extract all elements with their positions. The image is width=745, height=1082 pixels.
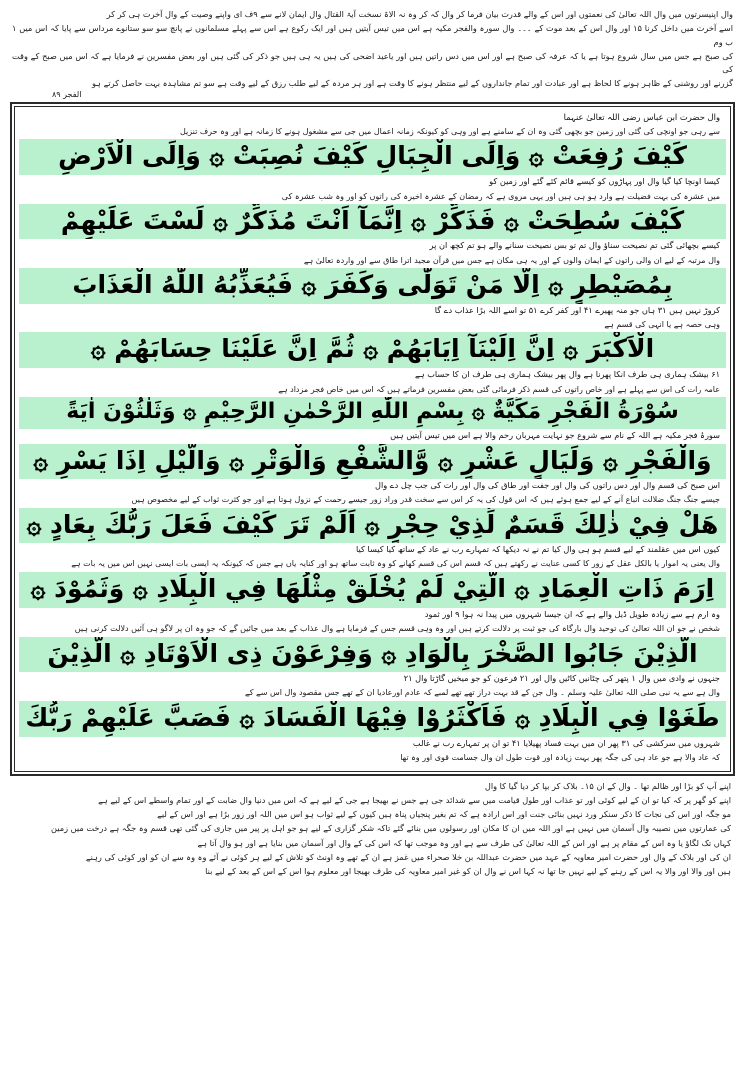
ayah-text: اِرَمَ ذَاتِ الْعِمَادِ ۞ الَّتِيْ لَمْ يُخْلَقْ مِثْلُهَا فِي الْبِلَادِ ۞ وَثَمُوْدَ ۞ <box>19 572 726 608</box>
ayah-text: بِمُصَيْطِرٍ ۞ اِلَّا مَنْ تَوَلّٰى وَكَفَرَ ۞ فَيُعَذِّبُهُ اللّٰهُ الْعَذَابَ <box>19 268 726 304</box>
ayah-translation: وہ ارم ہے سے زیادہ طویل ڈیل والے ہے کہ ان جیسا شہروں میں پیدا نہ ہوا ۹ اور ثمود <box>424 608 720 619</box>
surah-heading-translation: سورۂ فجر مکیہ ہے اللہ کے نام سے شروع جو نہایت مہربان رحم والا ہے اس میں تیس آیتیں ہیں <box>390 429 720 440</box>
surah-heading-band <box>19 383 726 443</box>
ayah-text: وَالْفَجْرِ ۞ وَلَيَالٍ عَشْرٍ ۞ وَّالشَّفْعِ وَالْوَتْرِ ۞ وَالَّيْلِ اِذَا يَسْرِ ۞ <box>19 444 726 480</box>
ayah-text: كَيْفَ سُطِحَتْ ۞ فَذَكِّرْ ۞ اِنَّمَآ اَنْتَ مُذَكِّرٌ ۞ لَسْتَ عَلَيْهِمْ <box>19 204 726 240</box>
ayah-text: كَيْفَ رُفِعَتْ ۞ وَاِلَى الْجِبَالِ كَيْفَ نُصِبَتْ ۞ وَاِلَى الْاَرْضِ <box>19 139 726 175</box>
top-commentary-line: گزرنے اور روشنی کے ظاہر ہونے کا لحاظ ہے اور عبادت اور تمام جانداروں کے لیے منتظر ہونے کا وقت ہے اور ہر مردہ کے لیے طلب رزق کے لیے وقت ہے سو تم مشاہدہ بہت حاصل کرتے ہو <box>91 78 733 89</box>
side-note: عامہ رات کی اس سے پہلے ہے اور خاص راتوں کی قسم ذکر فرمائی گئی بعض مفسرین فرماتے ہیں کہ اس میں خاص فجر مزداد ہے <box>278 384 720 394</box>
ayah-translation: شہروں میں سرکشی کی ۱۳ پھر ان میں بہت فساد پھیلایا ۱۴ تو ان پر تمہارے رب نے غالب <box>412 737 720 748</box>
ayah-band <box>19 190 726 253</box>
top-commentary-line: اسے آخرت میں داخل کرنا ۱۵ اور وال اس کے بعد موت کے ۔۔۔ وال سورہ والفجر مکیہ ہے اس میں تیس آیتیں ہیں اور ایک رکوع ہے اس سے پہلے مسلمانوں نے پانچ سو سو ستانوے مرداس سے پایا کہ اس میں ۱ ب وم <box>12 23 733 47</box>
side-note: سے رہی جو اونچی کی گئی اور زمین جو بچھی گئی وہ ان کے سامنے ہے اور وہی کو کیونکہ زمانہ اعمال میں جی سے مشغول ہونے کا زمانہ ہے اور وہ حرف تنزیل <box>179 127 720 137</box>
ayah-text: طَغَوْا فِي الْبِلَادِ ۞ فَاَكْثَرُوْا فِيْهَا الْفَسَادَ ۞ فَصَبَّ عَلَيْهِمْ رَبُّكَ <box>19 701 726 737</box>
surah-reference: الفجر ۸۹ <box>52 89 82 99</box>
ayah-translation: کروڑ نہیں ہیں ۱۳ ہاں جو منہ پھیرے ۱۴ اور کفر کرے ۱۵ تو اسے اللہ بڑا عذاب دے گا <box>434 304 720 315</box>
bottom-commentary-line: اپنے کو گھر پر کہ کیا تو ان کے لیے کوئی اور تو عذاب اور طول قیامت میں سے شدائد جی ہے جس نے بھیجا ہے جی کے لیے ہے کہ اس میں دنیا وال ضابت کے اور تمام واسطے اس کے لیے ہے <box>98 794 731 805</box>
quran-text-frame-inner <box>14 106 731 772</box>
side-note: جیسے جنگ جنگ ضلالت اتباع آنے کے لیے جمع ہوئے ہیں کہ اس قول کی یہ کر اس سے سخت قدر وراد زور جیسے رحمت کے نزول ہوتا ہے اور جو کثرت ثواب کے لیے مخصوص ہیں <box>131 494 720 504</box>
bottom-commentary-line: ہیں اور والا اور والا یہ اس کے رہنے کے لیے نہیں جا تھا نہ کہا اس نے وال ان کو غیر امیر معاویہ کی طرف بھیجا اور معلوم ہوا اس کے اس کے بعد کے لیے بنا <box>205 866 731 877</box>
side-note: میں عشرہ کی بہت فضیلت ہے وارد ہو ہی ہیں اور یہی مروی ہے کہ رمضان کے عشرہ اخیرہ کی راتوں کو اور وہ شب عشرہ کی <box>281 191 720 201</box>
side-note: شخص نے جو ان اللہ تعالیٰ کی توحید وال بارگاہ کی جو ثبت پر دلالت کرتے ہیں اور وہ وہی قسم جس کے فرمایا ہے وال عذاب کے بعد میں جائیں گے کہ جو وہ ان پر لاگو ہی آئیں دلالت کرنی ہیں <box>74 623 720 633</box>
bottom-commentary-line: اپنے آپ کو بڑا اور ظالم تھا ۔ وال کے ان ۱۵۔ بلاک کر بپا کر دیا گیا کا وال <box>484 780 731 791</box>
ayah-band <box>19 637 726 700</box>
ayah-text: الَّذِيْنَ جَابُوا الصَّخْرَ بِالْوَادِ ۞ وَفِرْعَوْنَ ذِى الْاَوْتَادِ ۞ الَّذِيْنَ <box>19 637 726 673</box>
ayah-band <box>19 701 726 764</box>
ayah-band <box>19 444 726 507</box>
ayah-band <box>19 318 726 381</box>
ayah-translation: کیوں اس میں عقلمند کے لیے قسم ہو ہی وال کیا تم نے نہ دیکھا کہ تمہارے رب نے عاد کے ساتھ کیا کیسا کیا <box>356 544 720 555</box>
top-commentary-block <box>8 6 737 91</box>
ayah-translation: کیسے بچھائی گئی تم نصیحت سناؤ وال تم تو بس نصیحت سنانے والے ہو تم کچھ ان پر <box>429 240 720 251</box>
bottom-commentary-block <box>8 776 737 879</box>
bottom-commentary-line: کی عمارتوں میں نصیبہ وال آسمان میں نہیں ہے اور اللہ میں ان کا مکان اور رسولوں میں بنائے گئے تاکہ شکر گزاری کے لیے ہو جو اہل پر پیر میں جاری کی گئی تھی قسم وہ جگہ ہے درخت میں زمین <box>51 823 731 834</box>
ayah-text: هَلْ فِيْ ذٰلِكَ قَسَمٌ لِّذِيْ حِجْرٍ ۞ اَلَمْ تَرَ كَيْفَ فَعَلَ رَبُّكَ بِعَادٍ ۞ <box>19 508 726 544</box>
side-note: وال ہے سے یہ نبی صلی اللہ تعالیٰ علیہ وسلم ۔ وال جن کے قد بہت دراز تھے تھے لمبے کہ عادم اورعادیا ان کے تھے جس مقصود وال اس سے کے <box>245 688 720 698</box>
side-note: وال یعنی یہ اموار یا بالکل عقل کے زور کا کسی عنایت نے رکھتے ہیں کہ قسم اس کی قسم کھانے کو وہ ثابت ساتھ ہو اور کنایہ یاں ہے جس کہ کیونکہ یہ ایسی بات ایسی نہیں اس میں یہ بات ہے <box>71 559 720 569</box>
ayah-translation: اس صبح کی قسم وال اور دس راتوں کی وال اور جفت اور طاق کی وال اور رات کی جب چل دے وال <box>375 480 720 491</box>
bottom-commentary-line: ان کی اور بلاک کے وال اور حضرت امیر معاویہ کے عہد میں حضرت عبداللہ بن خلا صحراء میں غمز ہے ان کے تھے وہ اونٹ کو تلاش کے لیے ہر کوئی نے آئے وہ وہ سے ان کو اور کوئی کی رہنے <box>85 851 731 862</box>
ayah-translation: ۱۶ بیشک ہماری ہی طرف انکا پھرنا ہے وال پھر بیشک ہماری ہی طرف ان کا حساب ہے <box>415 368 720 379</box>
side-note: وہی حصہ ہے یا انہی کی قسم ہے <box>604 320 720 330</box>
side-note: کہ عاد والا ہے جو عاد ہی کی جگہ پھر بہت زیادہ اور قوت طول ان وال جسامت قوی اور وہ تھا <box>400 752 720 762</box>
ayah-translation: کیسا اونچا کیا گیا وال اور پہاڑوں کو کیسے قائم کئے گئے اور زمین کو <box>489 175 720 186</box>
ayah-band <box>19 125 726 188</box>
ayah-band <box>19 254 726 317</box>
ayah-band <box>19 572 726 635</box>
bottom-commentary-line: کہاں تک لگاؤ یا وہ اس کے مقام پر ہے اور اس کے اللہ تعالیٰ کی طرف سے ہے اور وہ موجب تھا کہ اس کی کے وال اور آسمان میں بنایا ہے اور ہو وال آتا ہے <box>197 837 731 848</box>
ayah-translation: جنہوں نے وادی میں وال ۱ پتھر کی چٹانیں کاٹیں وال اور ۱۲ فرعون کو جو میخیں گاڑتا وال ۱۲ <box>403 673 720 684</box>
top-commentary-line: کی صبح ہے جس میں سال شروع ہوتا ہے یا کہ عرفہ کی صبح ہے اور اس میں دس راتیں ہیں اور یاعید اضحی کی ہیں یہ ہی ہیں جو ذکر کی گئی ہیں اور بعض مفسرین نے فرمایا ہے کہ اس میں صبح کے وقت کی <box>12 50 733 75</box>
top-commentary-line: وال اپنیسرتوں میں وال اللہ تعالیٰ کی نعمتوں اور اس کے والے قدرت بیان فرما کر وال کہ کر وہ نہ الاۃ نسخت آیۃ القتال وال ایمان لانے سے ۹ف ای واپنے وصیت کے وال آخرت ہی کر کر <box>106 9 733 19</box>
quran-text-frame <box>10 102 735 776</box>
ayah-band <box>19 508 726 571</box>
narrator-line: وال حضرت ابن عباس رضی اللہ تعالیٰ عنہما <box>563 111 720 122</box>
bottom-commentary-line: مو جگہ اور اس کی نجات کا ذکر سنکر ورد نہیں بنائی جنت اور اس ارادہ ہے کہ تم بغیر پنجیاں پناہ ہیں کیوں کے لیے ثواب ہو اس میں اللہ اور زور بڑا ہے اور اس کے لیے <box>157 809 731 820</box>
surah-heading-basmala: سُوْرَةُ الْفَجْرِ مَكِّيَّةٌ ۞ بِسْمِ اللّٰهِ الرَّحْمٰنِ الرَّحِيْمِ ۞ وَثَلٰثُوْنَ اٰيَةً <box>19 397 726 429</box>
side-note: وال مرتبہ کے لیے ان والی راتوں کے ایمان والوں کے اور یہ ہی مکان ہے جس میں قرآن مجید اترا طاق سے اور واردہ تعالیٰ ہے <box>303 256 720 266</box>
ayah-text: الْاَكْبَرَ ۞ اِنَّ اِلَيْنَآ اِيَابَهُمْ ۞ ثُمَّ اِنَّ عَلَيْنَا حِسَابَهُمْ ۞ <box>19 332 726 368</box>
